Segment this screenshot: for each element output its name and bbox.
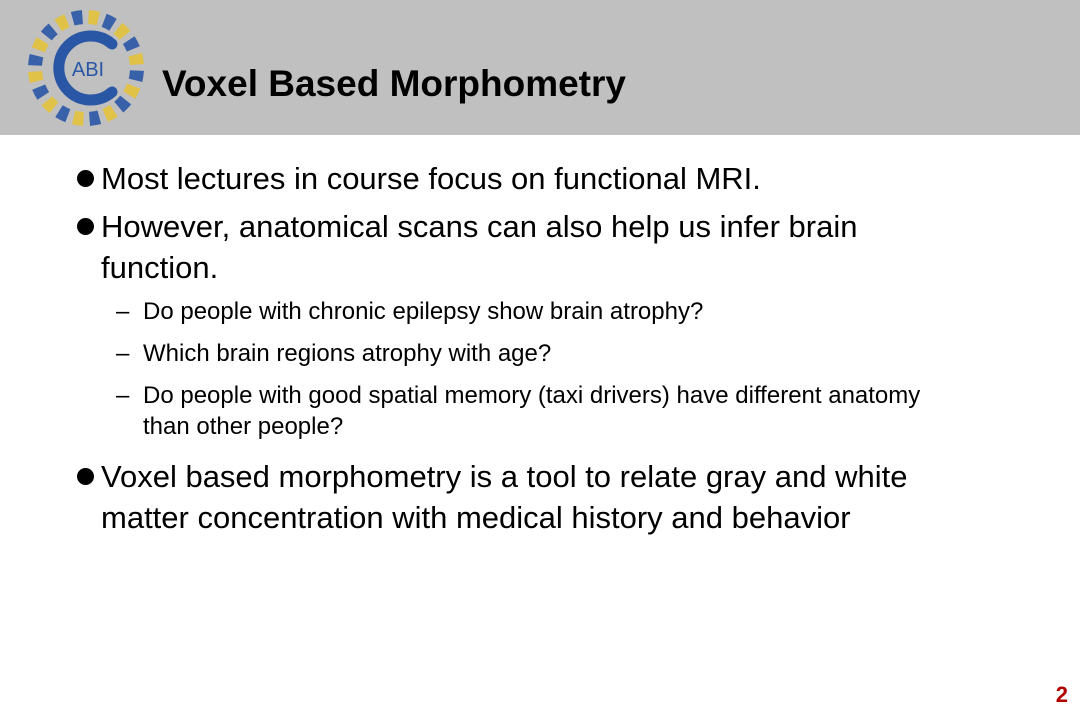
bullet-item (101, 158, 1001, 199)
page-number: 2 (1055, 682, 1068, 707)
sub-bullet-text: Do people with chronic epilepsy show brain atrophy? (143, 298, 704, 325)
dash-icon: – (116, 340, 130, 367)
sub-bullet-item (116, 296, 943, 327)
bullet-text: Voxel based morphometry is a tool to relate gray and white matter concentration with medical history and behavior (101, 459, 908, 535)
logo-text: ABI (71, 59, 105, 81)
bullet-item (101, 456, 1001, 538)
slide-title: Voxel Based Morphometry (162, 63, 626, 104)
sub-bullet-item (116, 380, 933, 442)
bullet-text: Most lectures in course focus on functional MRI. (101, 161, 761, 196)
dash-icon: – (116, 382, 130, 409)
bullet-dot-icon (77, 170, 94, 187)
sub-bullet-text: Which brain regions atrophy with age? (143, 340, 552, 367)
sub-bullet-text: Do people with good spatial memory (taxi drivers) have different anatomy than other people? (143, 382, 921, 440)
bullet-dot-icon (77, 468, 94, 485)
sub-bullet-item (116, 338, 943, 369)
bullet-dot-icon (77, 218, 94, 235)
bullet-item (101, 206, 951, 288)
bullet-text: However, anatomical scans can also help us infer brain function. (101, 209, 858, 285)
dash-icon: – (116, 298, 130, 325)
